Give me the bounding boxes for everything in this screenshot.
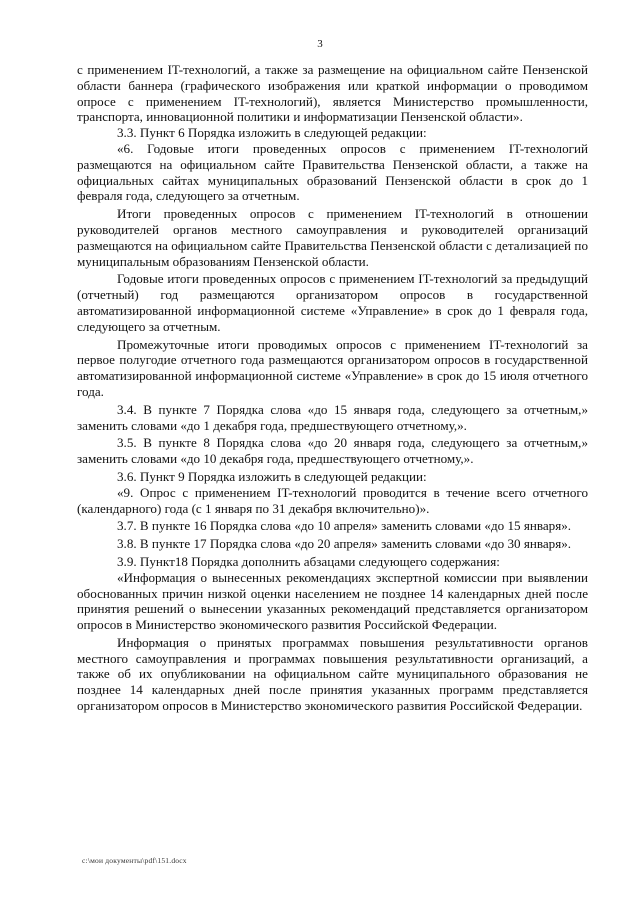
- paragraph: «9. Опрос с применением IT-технологий проводится в течение всего отчетного (календарного) года (с 1 января по 31 декабря включительно)».: [77, 484, 588, 516]
- paragraph: 3.3. Пункт 6 Порядка изложить в следующей редакции:: [117, 125, 427, 141]
- paragraph: 3.8. В пункте 17 Порядка слова «до 20 апреля» заменить словами «до 30 января».: [117, 536, 572, 552]
- paragraph: 3.6. Пункт 9 Порядка изложить в следующей редакции:: [117, 468, 427, 484]
- footer-file-path: c:\мои документы\pdf\151.docx: [82, 856, 187, 865]
- paragraph: Промежуточные итоги проводимых опросов с применением IT-технологий за первое полугодие отчетного года размещаются организатором опросов в государственной автоматизированной информационной системе «Управление» в срок до 15 июля отчетного года.: [77, 336, 588, 399]
- paragraph: Итоги проведенных опросов с применением IT-технологий в отношении руководителей органов местного самоуправления и руководителей организаций размещаются на официальном сайте Правительства Пензенской области с детализацией по муниципальным образованиям Пензенской области.: [77, 206, 588, 269]
- paragraph: «6. Годовые итоги проведенных опросов с применением IT-технологий размещаются на официальном сайте Правительства Пензенской области, а также на официальных сайтах муниципальных образований Пензенской области в срок до 1 февраля года, следующего за отчетным.: [77, 140, 588, 204]
- paragraph: «Информация о вынесенных рекомендациях экспертной комиссии при выявлении обоснованных причин низкой оценки населением не позднее 14 календарных дней после принятия решений о вынесении указанных рекомендаций представляется организатором опросов в Министерство экономического развития Российской Федерации.: [77, 569, 588, 633]
- paragraph: 3.7. В пункте 16 Порядка слова «до 10 апреля» заменить словами «до 15 января».: [117, 518, 572, 534]
- paragraph: Годовые итоги проведенных опросов с применением IT-технологий за предыдущий (отчетный) год размещаются организатором опросов в государственной автоматизированной информационной системе «Управление» в срок до 1 февраля года, следующего за отчетным.: [77, 271, 588, 334]
- page-number: 3: [317, 38, 323, 50]
- paragraph: 3.5. В пункте 8 Порядка слова «до 20 января года, следующего за отчетным,» заменить словами «до 10 декабря года, предшествующего отчетному,».: [77, 435, 588, 467]
- paragraph: Информация о принятых программах повышения результативности органов местного самоуправления и программах повышения результативности организаций, а также об их опубликовании на официальном сайте муниципального образования не позднее 14 календарных дней после принятия указанных программ представляется организатором опросов в Министерство экономического развития Российской Федерации.: [77, 634, 588, 714]
- paragraph: с применением IT-технологий, а также за размещение на официальном сайте Пензенской области баннера (графического изображения или краткой информации о проводимом опросе с применением IT-технологий), является Министерство промышленности, транспорта, инновационной политики и информатизации Пензенской области».: [77, 62, 588, 125]
- paragraph: 3.4. В пункте 7 Порядка слова «до 15 января года, следующего за отчетным,» заменить словами «до 1 декабря года, предшествующего отчетному,».: [77, 401, 588, 433]
- document-body: [77, 62, 588, 714]
- paragraph: 3.9. Пункт18 Порядка дополнить абзацами следующего содержания:: [117, 553, 500, 569]
